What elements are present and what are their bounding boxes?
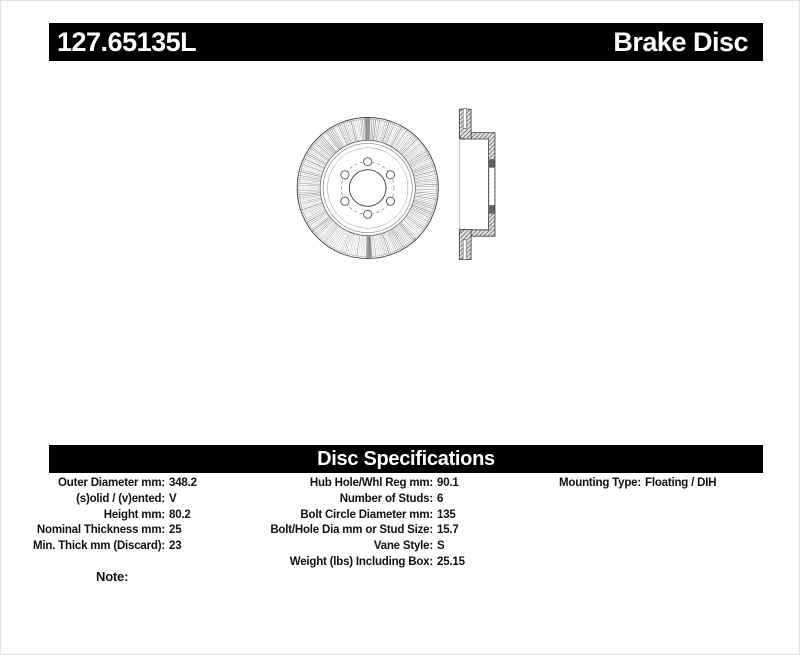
spec-label: Min. Thick mm (Discard):: [33, 540, 165, 553]
spec-value: 90.1: [437, 477, 459, 489]
stud-holes: [341, 158, 395, 219]
stud-hole: [341, 171, 349, 179]
vent-slot-top: [463, 109, 467, 129]
friction-ring-top: [459, 109, 471, 139]
vane-dark-wedges: [365, 118, 372, 258]
spec-value: 348.2: [169, 477, 197, 489]
vane-hatching: [298, 118, 438, 258]
spec-value: S: [437, 540, 445, 553]
spec-column-middle: [243, 476, 465, 571]
stud-hole: [386, 197, 394, 205]
product-title: Brake Disc: [613, 26, 748, 57]
spec-label: Hub Hole/Whl Reg mm:: [309, 477, 433, 489]
spec-label: Nominal Thickness mm:: [36, 524, 165, 537]
spec-value: 135: [437, 508, 456, 521]
spec-row: [243, 476, 465, 492]
spec-column-left: [25, 476, 197, 555]
stud-hole: [364, 158, 372, 166]
spec-value: 15.7: [437, 524, 459, 537]
spec-value: 25.15: [437, 555, 465, 568]
stud-hole-section-upper: [489, 159, 495, 167]
stud-hole-section-lower: [489, 205, 495, 213]
spec-row: [243, 523, 465, 539]
spec-row: [25, 508, 197, 524]
spec-value: 23: [169, 540, 182, 553]
spec-label: Height mm:: [103, 508, 165, 521]
spec-label: Weight (lbs) Including Box:: [289, 555, 433, 568]
spec-label: Outer Diameter mm:: [58, 477, 165, 489]
spec-value: V: [169, 492, 177, 505]
vent-slot-bottom: [463, 240, 467, 260]
bolt-circle: [341, 162, 394, 215]
spec-section-bar: [49, 445, 763, 473]
spec-value: 80.2: [169, 508, 191, 521]
header-bar: [49, 23, 763, 61]
spec-row: [521, 476, 716, 492]
friction-ring-bottom: [459, 230, 471, 260]
spec-label: Bolt Circle Diameter mm:: [300, 508, 433, 521]
spec-value: Floating / DIH: [645, 477, 717, 489]
brake-disc-cross-section: [459, 109, 495, 260]
spec-row: [243, 492, 465, 508]
spec-label: Bolt/Hole Dia mm or Stud Size:: [270, 524, 433, 537]
spec-row: [25, 539, 197, 555]
spec-row: [25, 476, 197, 492]
spec-row: [243, 539, 465, 555]
spec-label: Mounting Type:: [559, 477, 641, 489]
spec-label: (s)olid / (v)ented:: [76, 492, 165, 505]
note-label: Note:: [96, 569, 129, 584]
spec-section-title: Disc Specifications: [317, 447, 495, 470]
spec-row: [243, 508, 465, 524]
hub-center-hole: [349, 170, 386, 207]
stud-hole: [386, 171, 394, 179]
stud-hole: [341, 197, 349, 205]
spec-column-right: [521, 476, 716, 492]
spec-row: [25, 523, 197, 539]
stud-hole: [364, 210, 372, 218]
part-number: 127.65135L: [57, 26, 197, 57]
spec-value: 25: [169, 524, 182, 537]
spec-label: Vane Style:: [373, 540, 433, 553]
hat-section: [471, 133, 495, 237]
brake-disc-front-view: [297, 117, 438, 258]
spec-label: Number of Studs:: [339, 492, 433, 505]
spec-row: [243, 555, 465, 571]
spec-value: 6: [437, 492, 444, 505]
spec-row: [25, 492, 197, 508]
